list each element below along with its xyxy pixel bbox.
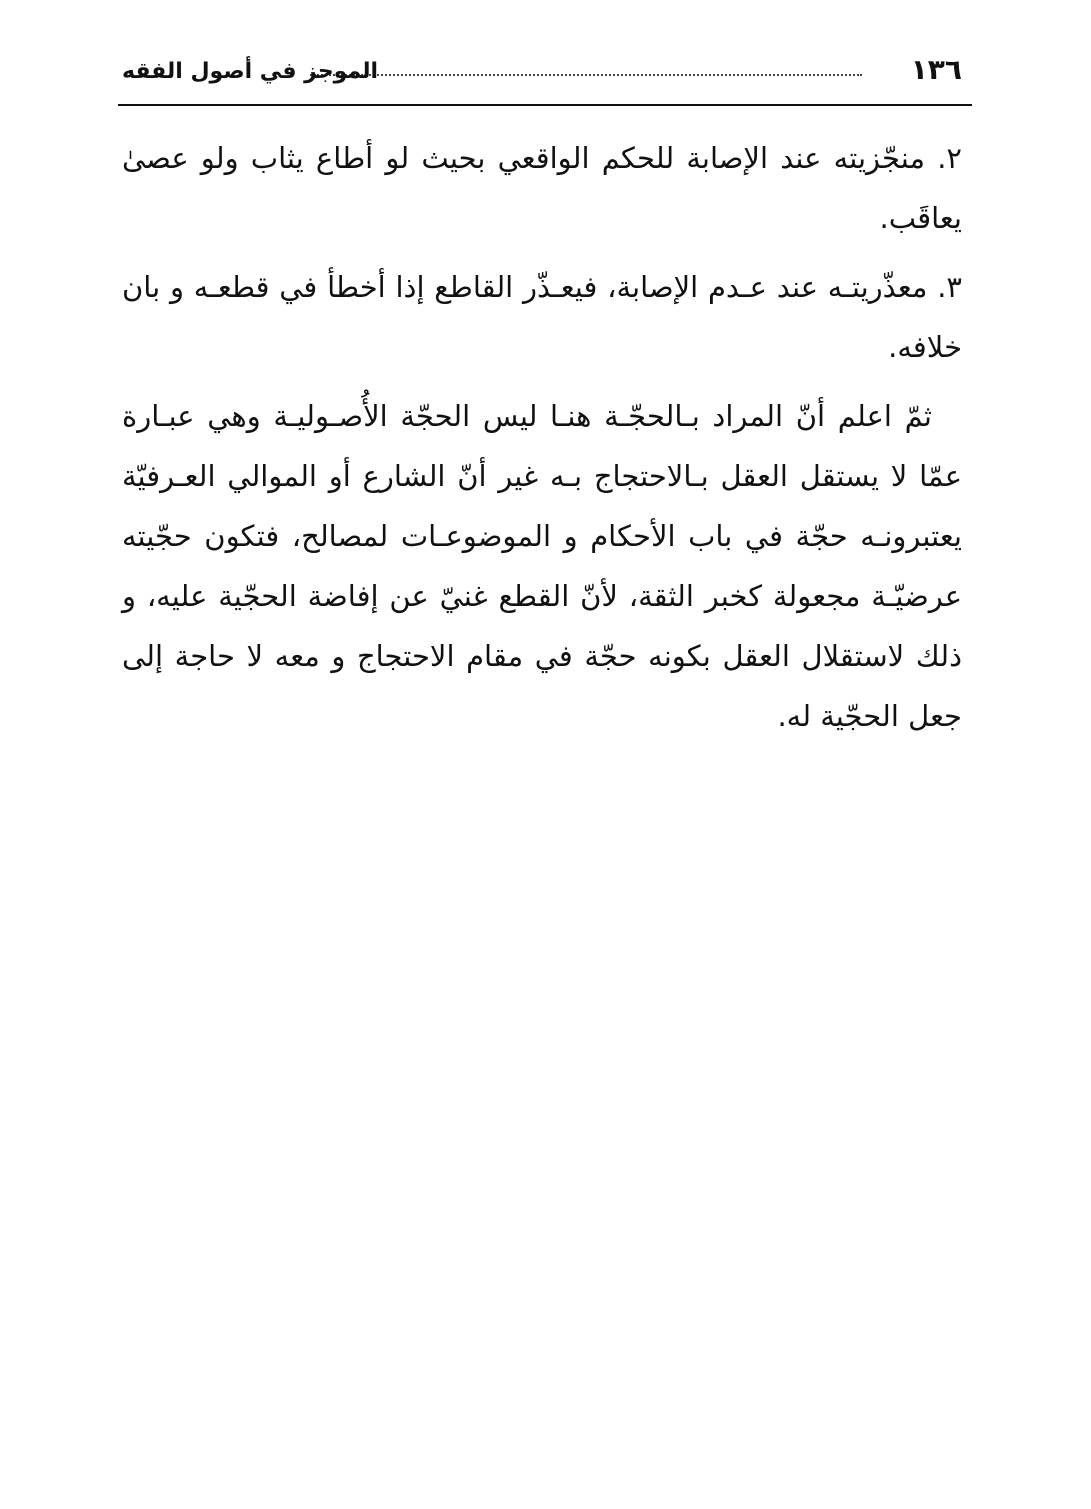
running-header: [120, 46, 970, 96]
page-number: ١٣٦: [910, 53, 962, 86]
header-divider: [118, 104, 972, 106]
body-paragraph: ثمّ اعلم أنّ المراد بـالحجّـة هنـا ليس الحجّة الأُصـوليـة وهي عبـارة عمّا لا يستقل العقل بـالاحتجاج بـه غير أنّ الشارع أو الموالي العـرفيّة يعتبرونـه حجّة في باب الأحكام و الموضوعـات لمصالح، فتكون حجّيته عرضيّـة مجعولة كخبر الثقة، لأنّ القطع غنيّ عن إفاضة الحجّية عليه، و ذلك لاستقلال العقل بكونه حجّة في مقام الاحتجاج و معه لا حاجة إلى جعل الحجّية له.: [122, 399, 962, 733]
list-item-paragraph: ٢. منجّزيته عند الإصابة للحكم الواقعي بحيث لو أطاع يثاب ولو عصىٰ يعاقَب.: [122, 141, 962, 235]
running-book-title: الموجز في أصول الفقه: [122, 59, 379, 84]
list-item-paragraph: ٣. معذّريتـه عند عـدم الإصابة، فيعـذّر القاطع إذا أخطأ في قطعـه و بان خلافه.: [122, 270, 962, 364]
body-text: [122, 128, 962, 755]
header-dotted-leader: [310, 74, 862, 76]
